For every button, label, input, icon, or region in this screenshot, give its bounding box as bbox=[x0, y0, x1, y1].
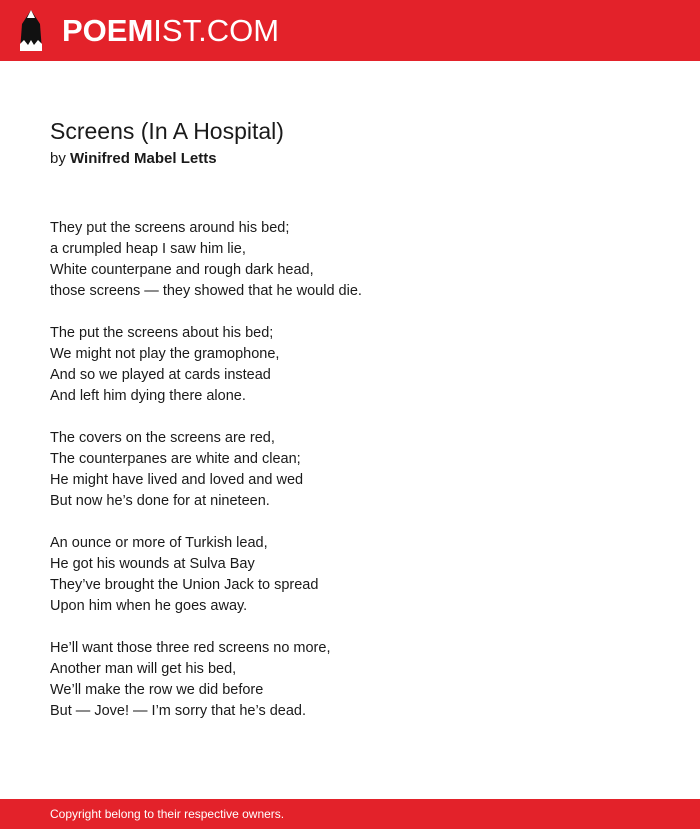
poem-line: They put the screens around his bed; bbox=[50, 220, 290, 236]
byline bbox=[50, 148, 670, 170]
poem-line: a crumpled heap I saw him lie, bbox=[50, 241, 246, 257]
poem-line: Upon him when he goes away. bbox=[50, 598, 248, 614]
poem-line: And left him dying there alone. bbox=[50, 388, 246, 404]
site-header bbox=[0, 0, 700, 61]
pencil-tip-icon[interactable] bbox=[18, 10, 44, 51]
copyright-text: Copyright belong to their respective owners. bbox=[50, 807, 285, 821]
stanza bbox=[50, 323, 670, 407]
stanza bbox=[50, 638, 670, 722]
site-footer bbox=[0, 799, 700, 829]
poem-content bbox=[50, 116, 670, 743]
poem-line: White counterpane and rough dark head, bbox=[50, 262, 314, 278]
poem-line: The counterpanes are white and clean; bbox=[50, 451, 301, 467]
poem-line: The covers on the screens are red, bbox=[50, 430, 275, 446]
poem-line: They’ve brought the Union Jack to spread bbox=[50, 577, 319, 593]
poem-line: But now he’s done for at nineteen. bbox=[50, 493, 270, 509]
poem-line: those screens — they showed that he would die. bbox=[50, 283, 362, 299]
logo-bold-text: POEM bbox=[62, 13, 154, 48]
poem-line: He might have lived and loved and wed bbox=[50, 472, 304, 488]
poem-line: And so we played at cards instead bbox=[50, 367, 271, 383]
poem-line: We’ll make the row we did before bbox=[50, 682, 264, 698]
poem-line: He got his wounds at Sulva Bay bbox=[50, 556, 255, 572]
stanza bbox=[50, 428, 670, 512]
poem-body bbox=[50, 218, 670, 722]
site-logo[interactable] bbox=[62, 13, 279, 49]
poem-line: The put the screens about his bed; bbox=[50, 325, 274, 341]
poem-line: Another man will get his bed, bbox=[50, 661, 237, 677]
poem-line: We might not play the gramophone, bbox=[50, 346, 280, 362]
poem-line: He’ll want those three red screens no more, bbox=[50, 640, 331, 656]
poem-line: An ounce or more of Turkish lead, bbox=[50, 535, 268, 551]
stanza bbox=[50, 533, 670, 617]
logo-light-text: IST.COM bbox=[153, 13, 280, 48]
stanza bbox=[50, 218, 670, 302]
poem-title: Screens (In A Hospital) bbox=[50, 118, 284, 144]
poem-line: But — Jove! — I’m sorry that he’s dead. bbox=[50, 703, 307, 719]
author-name[interactable]: Winifred Mabel Letts bbox=[70, 150, 217, 167]
byline-prefix: by bbox=[50, 150, 66, 167]
